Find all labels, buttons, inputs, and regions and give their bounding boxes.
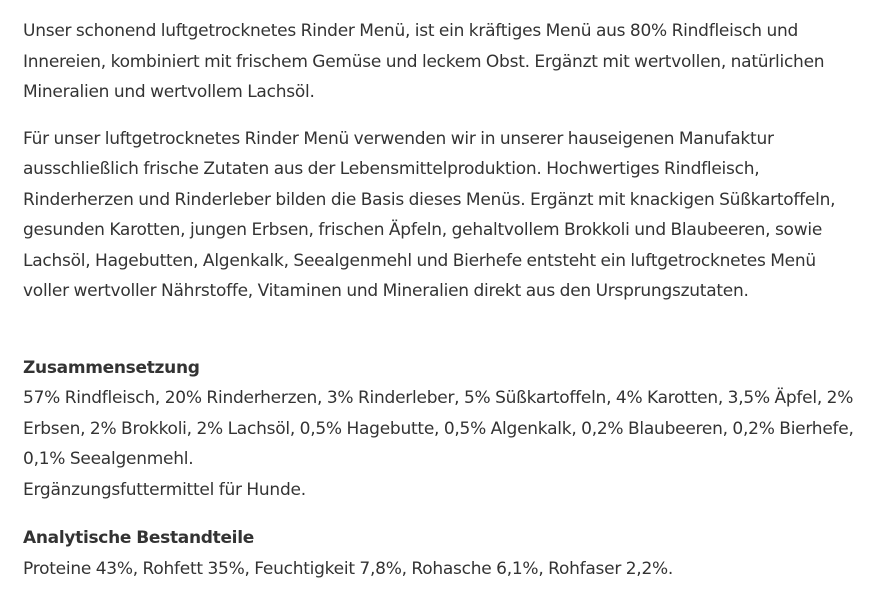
text-line: Rinderherzen und Rinderleber bilden die Basis dieses Menüs. Ergänzt mit knackigen Süßkartoffeln, [23, 189, 836, 210]
text-line: Proteine 43%, Rohfett 35%, Feuchtigkeit 7,8%, Rohasche 6,1%, Rohfaser 2,2%. [23, 558, 674, 579]
composition-text [23, 383, 883, 505]
text-line: Unser schonend luftgetrocknetes Rinder Menü, ist ein kräftiges Menü aus 80% Rindfleisch und [23, 21, 799, 41]
intro-paragraph-2 [23, 124, 883, 307]
text-line: Mineralien und wertvollem Lachsöl. [23, 82, 315, 102]
text-line: ausschließlich frische Zutaten aus der Lebensmittelproduktion. Hochwertiges Rindfleisch, [23, 159, 760, 179]
text-line: gesunden Karotten, jungen Erbsen, frischen Äpfeln, gehaltvollem Brokkoli und Blaubeeren, sowie [23, 220, 823, 240]
text-line: Innereien, kombiniert mit frischem Gemüse und leckem Obst. Ergänzt mit wertvollen, natürlichen [23, 51, 825, 72]
composition-section [23, 353, 883, 506]
analysis-text [23, 554, 883, 585]
text-line: 57% Rindfleisch, 20% Rinderherzen, 3% Rinderleber, 5% Süßkartoffeln, 4% Karotten, 3,5% Äpfel, 2% [23, 388, 854, 408]
analysis-heading: Analytische Bestandteile [23, 528, 254, 548]
intro-paragraph-1 [23, 16, 883, 108]
text-line: Erbsen, 2% Brokkoli, 2% Lachsöl, 0,5% Hagebutte, 0,5% Algenkalk, 0,2% Blaubeeren, 0,2% Bierhefe, [23, 418, 854, 439]
analysis-section [23, 523, 883, 584]
composition-heading: Zusammensetzung [23, 357, 200, 378]
text-line: 0,1% Seealgenmehl. [23, 449, 194, 469]
text-line: Lachsöl, Hagebutten, Algenkalk, Seealgenmehl und Bierhefe entsteht ein luftgetrocknetes Menü [23, 250, 816, 271]
text-line: Ergänzungsfuttermittel für Hunde. [23, 479, 306, 500]
text-line: voller wertvoller Nährstoffe, Vitaminen und Mineralien direkt aus den Ursprungszutaten. [23, 281, 749, 301]
text-line: Für unser luftgetrocknetes Rinder Menü verwenden wir in unserer hauseigenen Manufaktur [23, 128, 774, 149]
product-description [23, 16, 883, 584]
